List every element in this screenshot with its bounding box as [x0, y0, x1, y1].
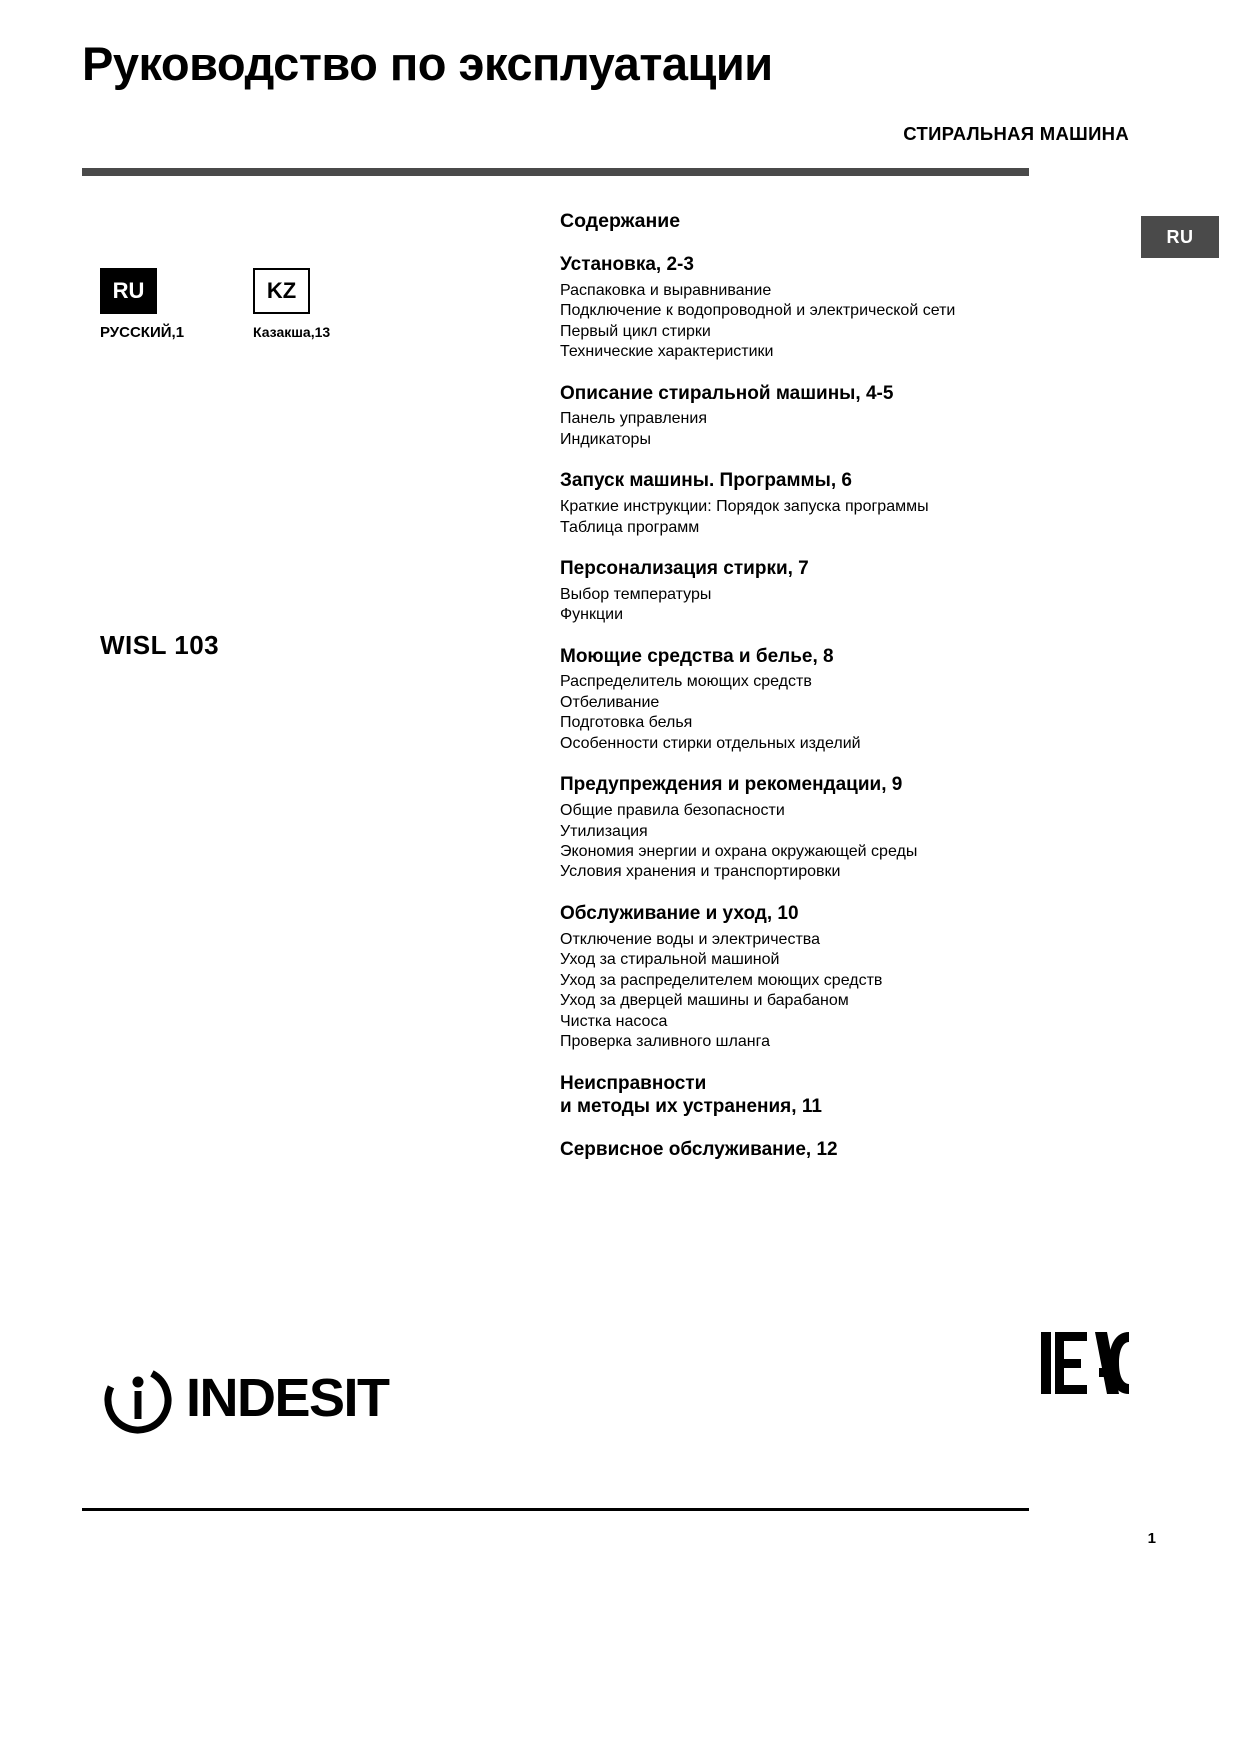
- toc-section: [560, 1072, 1030, 1120]
- toc-entry[interactable]: Уход за дверцей машины и барабаном: [560, 992, 849, 1010]
- model-name: WISL 103: [100, 630, 220, 660]
- indesit-mark-icon: [100, 1360, 176, 1436]
- toc-section: [560, 253, 1030, 363]
- toc-section-heading[interactable]: Персонализация стирки, 7: [560, 558, 809, 579]
- page-number: 1: [1147, 1530, 1156, 1547]
- toc-entry[interactable]: Панель управления: [560, 410, 707, 428]
- brand-logo: [100, 1360, 389, 1436]
- toc-section: [560, 645, 1030, 755]
- toc-entry[interactable]: Проверка заливного шланга: [560, 1033, 770, 1051]
- language-caption-kz: Казакша,13: [253, 324, 331, 340]
- toc-entry[interactable]: Чистка насоса: [560, 1012, 668, 1030]
- eac-certification-icon: [1039, 1330, 1131, 1396]
- toc-section: [560, 1138, 1030, 1162]
- toc-section-heading[interactable]: Неисправности и методы их устранения, 11: [560, 1072, 822, 1118]
- toc-section-heading[interactable]: Моющие средства и белье, 8: [560, 645, 834, 667]
- footer-divider: [82, 1508, 1029, 1511]
- page-subtitle: СТИРАЛЬНАЯ МАШИНА: [903, 123, 1129, 144]
- toc-entry[interactable]: Уход за распределителем моющих средств: [560, 971, 883, 989]
- toc-entry[interactable]: Таблица программ: [560, 518, 700, 536]
- toc-entry[interactable]: Краткие инструкции: Порядок запуска программы: [560, 498, 929, 516]
- toc-entry[interactable]: Распаковка и выравнивание: [560, 281, 772, 299]
- toc-section: [560, 902, 1030, 1053]
- brand-name: INDESIT: [186, 1368, 389, 1428]
- toc-section-heading[interactable]: Предупреждения и рекомендации, 9: [560, 774, 903, 796]
- language-block-ru: [100, 268, 184, 341]
- page-title: Руководство по эксплуатации: [82, 37, 773, 90]
- toc-section-heading[interactable]: Описание стиральной машины, 4-5: [560, 382, 894, 404]
- toc-entry[interactable]: Отбеливание: [560, 693, 660, 711]
- toc-section: [560, 469, 1030, 538]
- toc-entry[interactable]: Технические характеристики: [560, 343, 774, 361]
- language-block-kz: [253, 268, 330, 340]
- toc-section: [560, 773, 1030, 883]
- language-caption-ru: РУССКИЙ,1: [100, 324, 185, 341]
- toc-section-heading[interactable]: Запуск машины. Программы, 6: [560, 470, 852, 492]
- header-divider: [82, 168, 1029, 176]
- toc-section: [560, 382, 1030, 451]
- toc-entry[interactable]: Уход за стиральной машиной: [560, 951, 780, 969]
- toc-section-heading[interactable]: Установка, 2-3: [560, 254, 694, 275]
- toc-entry[interactable]: Условия хранения и транспортировки: [560, 863, 841, 881]
- toc-entry[interactable]: Подключение к водопроводной и электрической сети: [560, 302, 956, 320]
- toc-entry[interactable]: Первый цикл стирки: [560, 322, 711, 340]
- toc-entry[interactable]: Функции: [560, 606, 624, 624]
- toc-entry[interactable]: Выбор температуры: [560, 585, 712, 603]
- contents-title: Содержание: [560, 210, 681, 232]
- toc-entry[interactable]: Индикаторы: [560, 430, 651, 448]
- toc-section-heading[interactable]: Сервисное обслуживание, 12: [560, 1139, 838, 1160]
- toc-section: [560, 557, 1030, 626]
- toc-entry[interactable]: Отключение воды и электричества: [560, 930, 820, 948]
- toc-entry[interactable]: Экономия энергии и охрана окружающей среды: [560, 843, 918, 860]
- toc-entry[interactable]: Распределитель моющих средств: [560, 673, 812, 691]
- language-badge-kz: KZ: [253, 268, 310, 314]
- language-side-tab: RU: [1141, 216, 1219, 258]
- toc-entry[interactable]: Особенности стирки отдельных изделий: [560, 734, 861, 752]
- language-badge-ru: RU: [100, 268, 157, 314]
- toc-section-heading[interactable]: Обслуживание и уход, 10: [560, 902, 799, 924]
- table-of-contents: [560, 210, 1030, 1181]
- toc-entry[interactable]: Утилизация: [560, 822, 648, 840]
- contents-sections: [560, 253, 1030, 1162]
- toc-entry[interactable]: Общие правила безопасности: [560, 802, 785, 820]
- toc-entry[interactable]: Подготовка белья: [560, 714, 693, 732]
